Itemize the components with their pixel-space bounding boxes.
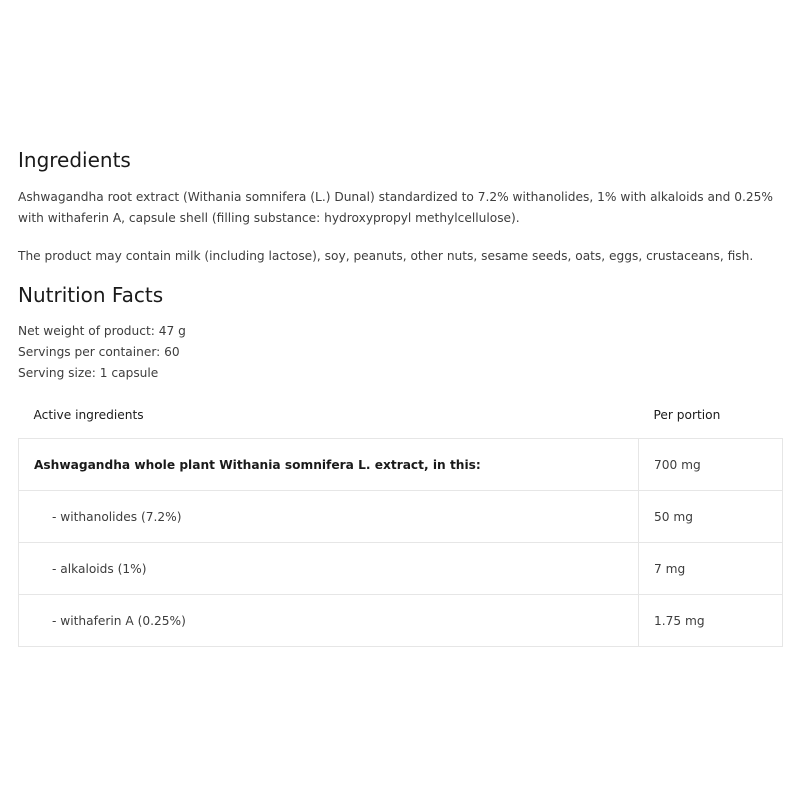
table-header-row bbox=[19, 392, 783, 439]
ingredient-amount-cell: 7 mg bbox=[639, 543, 783, 595]
servings-text: Servings per container: 60 bbox=[18, 345, 180, 359]
column-header-per-portion: Per portion bbox=[653, 408, 721, 422]
column-header-active-ingredients: Active ingredients bbox=[33, 408, 144, 422]
ingredient-amount-cell: 50 mg bbox=[639, 491, 783, 543]
ingredient-name-cell: Ashwagandha whole plant Withania somnifera L. extract, in this: bbox=[19, 439, 639, 491]
allergen-paragraph: The product may contain milk (including lactose), soy, peanuts, other nuts, sesame seeds, oats, eggs, crustaceans, fish. bbox=[18, 249, 754, 263]
ingredient-name-cell: - withanolides (7.2%) bbox=[19, 491, 639, 543]
ingredients-paragraph: Ashwagandha root extract (Withania somnifera (L.) Dunal) standardized to 7.2% withanolides, 1% with alkaloids and 0.25% with withaferin A, capsule shell (filling substance: hydroxypropyl methylcellulose). bbox=[18, 190, 773, 225]
ingredients-heading: Ingredients bbox=[18, 148, 131, 172]
ingredient-amount-cell: 700 mg bbox=[639, 439, 783, 491]
table-row bbox=[19, 491, 783, 543]
table-row bbox=[19, 595, 783, 647]
table-row bbox=[19, 543, 783, 595]
ingredient-name-cell: - alkaloids (1%) bbox=[19, 543, 639, 595]
serving-size-text: Serving size: 1 capsule bbox=[18, 366, 159, 380]
nutrition-facts-heading: Nutrition Facts bbox=[18, 283, 164, 307]
ingredient-amount-cell: 1.75 mg bbox=[639, 595, 783, 647]
table-row bbox=[19, 439, 783, 491]
ingredient-name-cell: - withaferin A (0.25%) bbox=[19, 595, 639, 647]
net-weight-text: Net weight of product: 47 g bbox=[18, 324, 186, 338]
nutrition-meta bbox=[18, 321, 782, 384]
nutrition-table bbox=[18, 392, 783, 647]
product-info-page bbox=[18, 146, 782, 647]
